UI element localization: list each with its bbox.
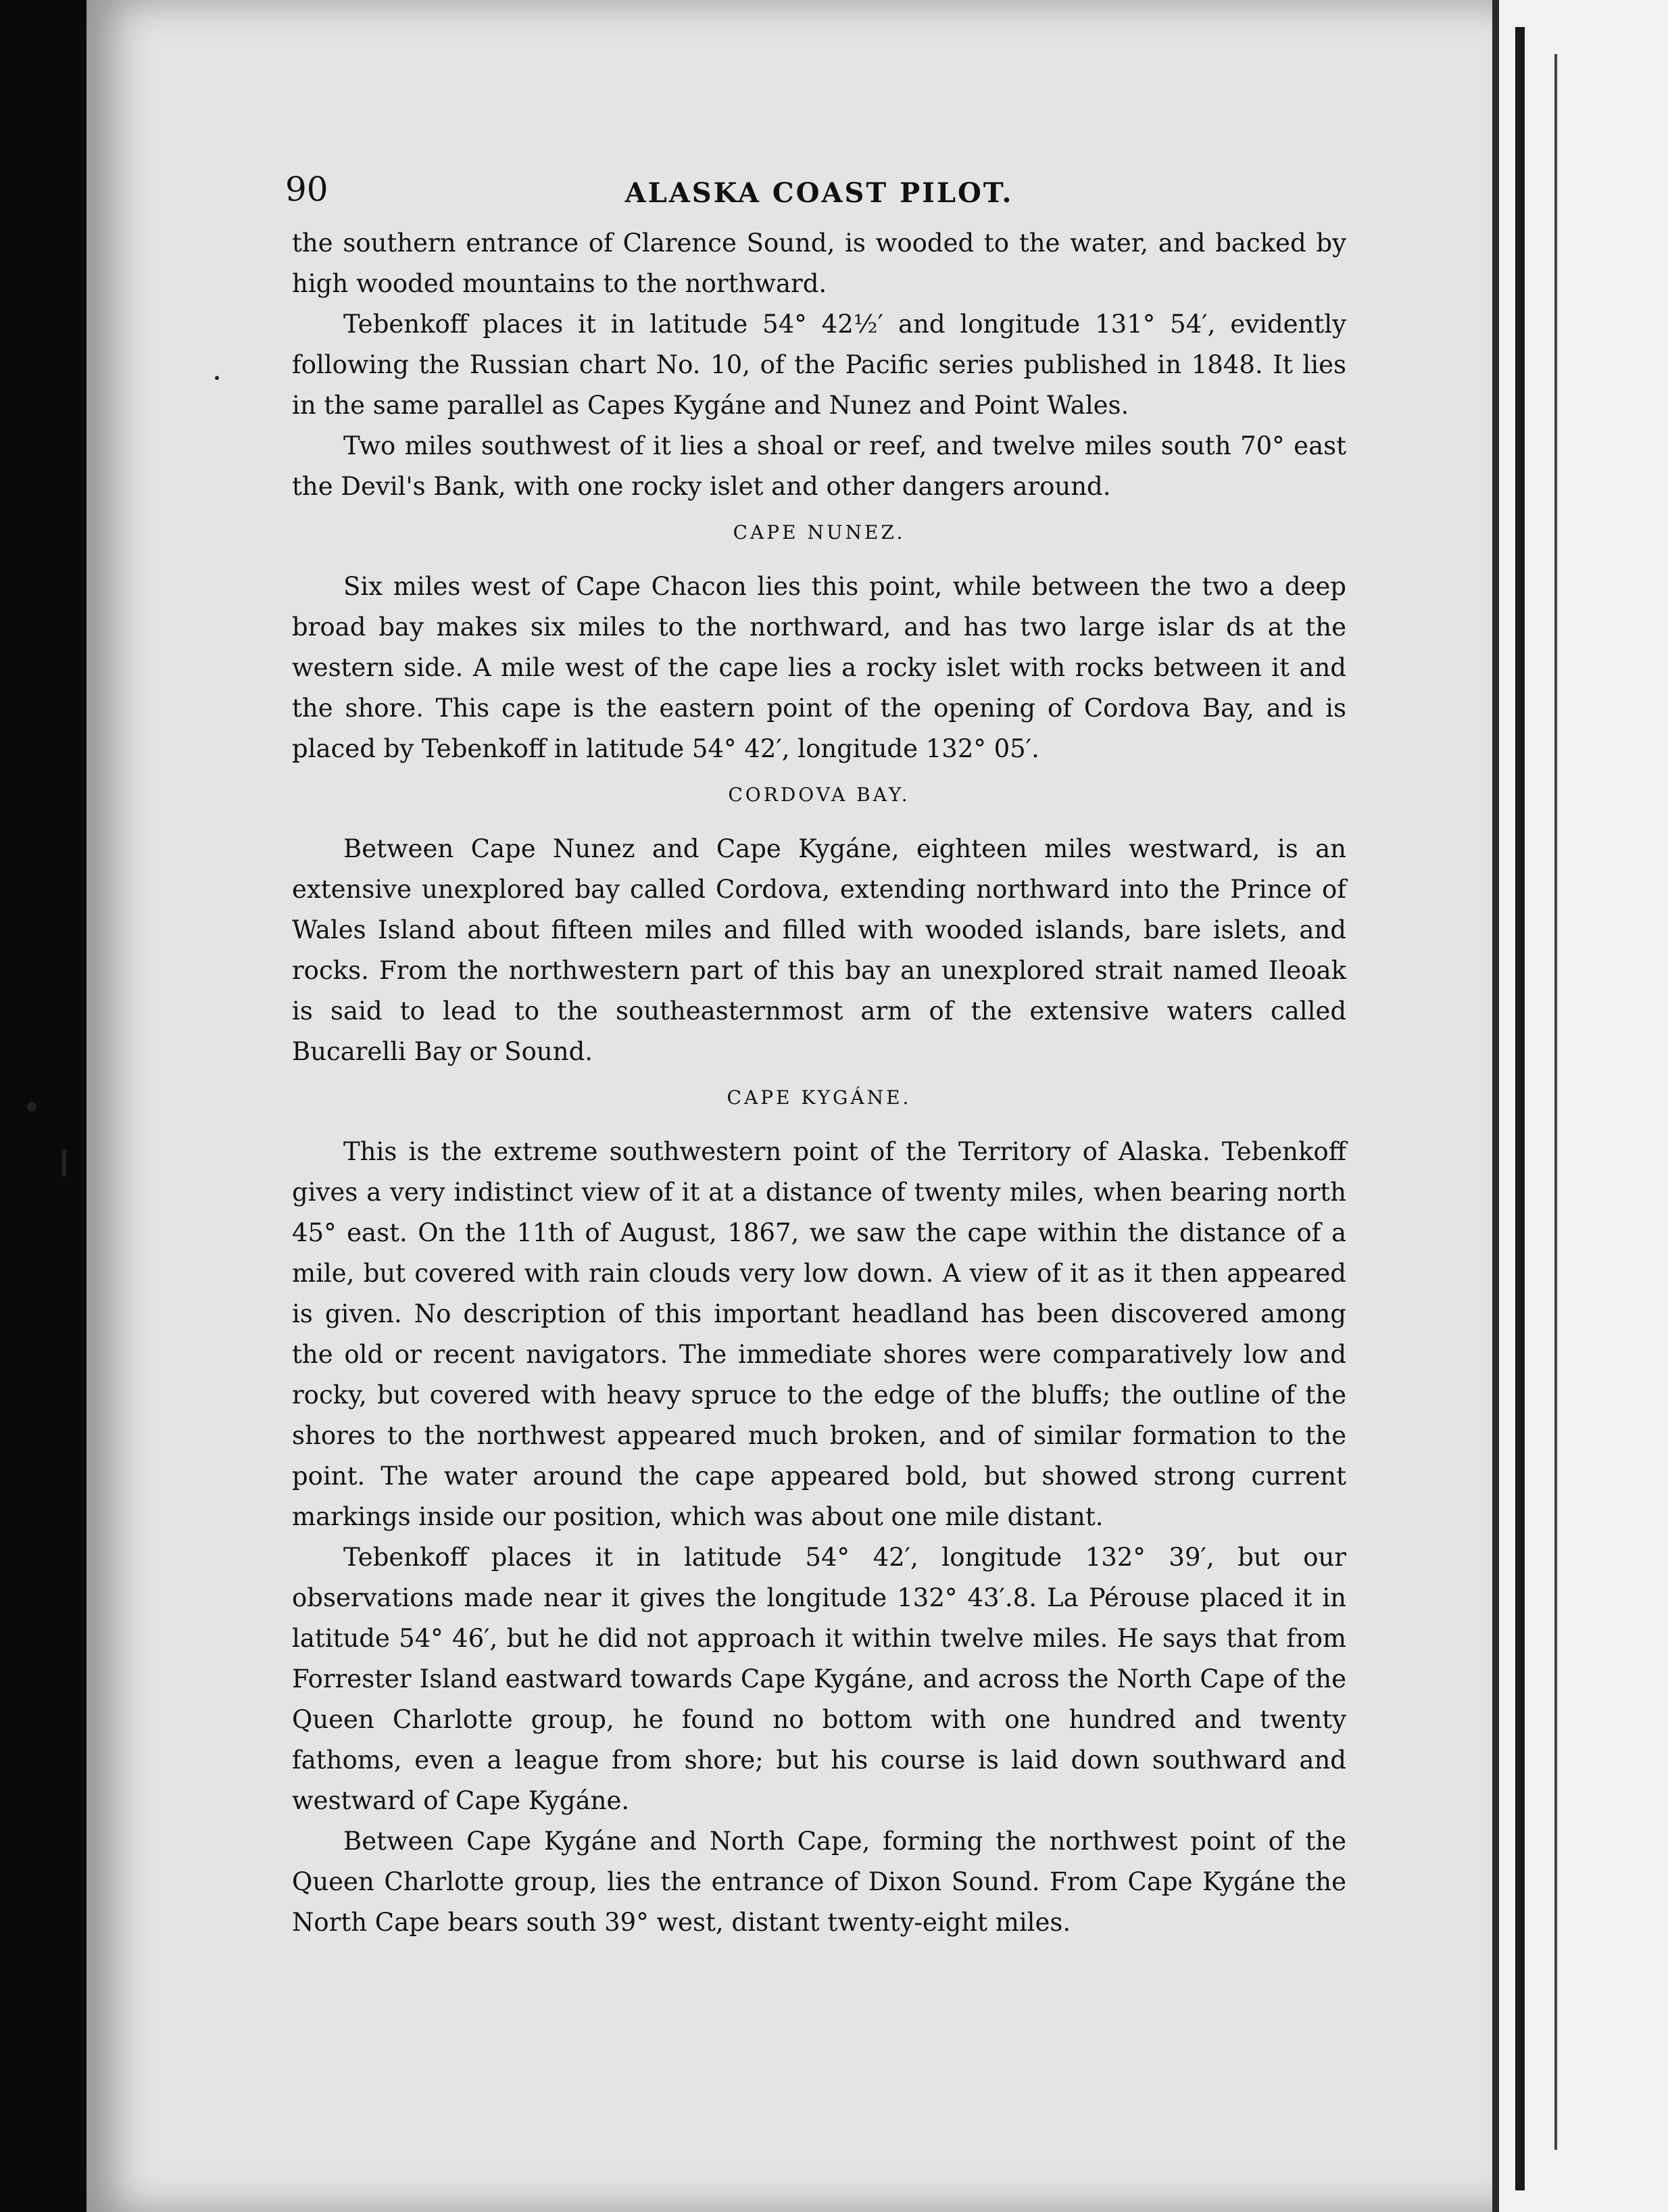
section-heading: CAPE NUNEZ. — [733, 521, 906, 544]
paragraph: This is the extreme southwestern point of the Territory of Alaska. Tebenkoff gives a very indistinct view of it at a distance of twenty miles, when bearing north 45° east. On the 11th of August, 1867, we saw the cape within the distance of a mile, but covered with rain clouds very low down. A view of it as it then appeared is given. No description of this important headland has been discovered among the old or recent navigators. The immediate shores were comparatively low and rocky, but covered with heavy spruce to the edge of the bluffs; the outline of the shores to the northwest appeared much broken, and of similar formation to the point. The water around the cape appeared bold, but showed strong current markings inside our position, which was about one mile distant. — [292, 1137, 1346, 1531]
paragraph: Two miles southwest of it lies a shoal or reef, and twelve miles south 70° east the Devil's Bank, with one rocky islet and other dangers around. — [292, 431, 1346, 501]
paragraph: Tebenkoff places it in latitude 54° 42½′ and longitude 131° 54′, evidently following the Russian chart No. 10, of the Pacific series published in 1848. It lies in the same parallel as Capes Kygáne and Nunez and Point Wales. — [292, 310, 1346, 420]
running-title: ALASKA COAST PILOT. — [624, 177, 1014, 209]
section-intro — [292, 223, 1346, 507]
section-heading: CORDOVA BAY. — [728, 784, 910, 806]
paragraph: Six miles west of Cape Chacon lies this point, while between the two a deep broad bay makes six miles to the northward, and has two large islar ds at the western side. A mile west of the cape lies a rocky islet with rocks between it and the shore. This cape is the eastern point of the opening of Cordova Bay, and is placed by Tebenkoff in latitude 54° 42′, longitude 132° 05′. — [292, 572, 1346, 763]
paragraph: the southern entrance of Clarence Sound, is wooded to the water, and backed by high wooded mountains to the northward. — [292, 229, 1346, 298]
edge-rule-thin — [1554, 54, 1557, 2150]
section-cape-kygane — [292, 1082, 1346, 1943]
section-cape-nunez — [292, 516, 1346, 769]
scan-speck — [62, 1149, 66, 1176]
page-text — [285, 169, 1346, 1943]
page-header — [285, 169, 1346, 223]
edge-rule — [1515, 27, 1525, 2190]
section-cordova-bay — [292, 779, 1346, 1072]
paragraph: Between Cape Kygáne and North Cape, forming the northwest point of the Queen Charlotte group, lies the entrance of Dixon Sound. From Cape Kygáne the North Cape bears south 39° west, distant twenty-eight miles. — [292, 1827, 1346, 1937]
page-number: 90 — [285, 170, 328, 209]
paragraph: Between Cape Nunez and Cape Kygáne, eighteen miles westward, is an extensive unexplored bay called Cordova, extending northward into the Prince of Wales Island about fifteen miles and filled with wooded islands, bare islets, and rocks. From the northwestern part of this bay an unexplored strait named Ileoak is said to lead to the southeasternmost arm of the extensive waters called Bucarelli Bay or Sound. — [292, 834, 1346, 1066]
scan-speck — [27, 1102, 36, 1111]
paragraph: Tebenkoff places it in latitude 54° 42′, longitude 132° 39′, but our observations made near it gives the longitude 132° 43′.8. La Pérouse placed it in latitude 54° 46′, but he did not approach it within twelve miles. He says that from Forrester Island eastward towards Cape Kygáne, and across the North Cape of the Queen Charlotte group, he found no bottom with one hundred and twenty fathoms, even a league from shore; but his course is laid down southward and westward of Cape Kygáne. — [292, 1543, 1346, 1815]
scan-speck — [215, 376, 219, 380]
section-heading: CAPE KYGÁNE. — [727, 1086, 912, 1109]
